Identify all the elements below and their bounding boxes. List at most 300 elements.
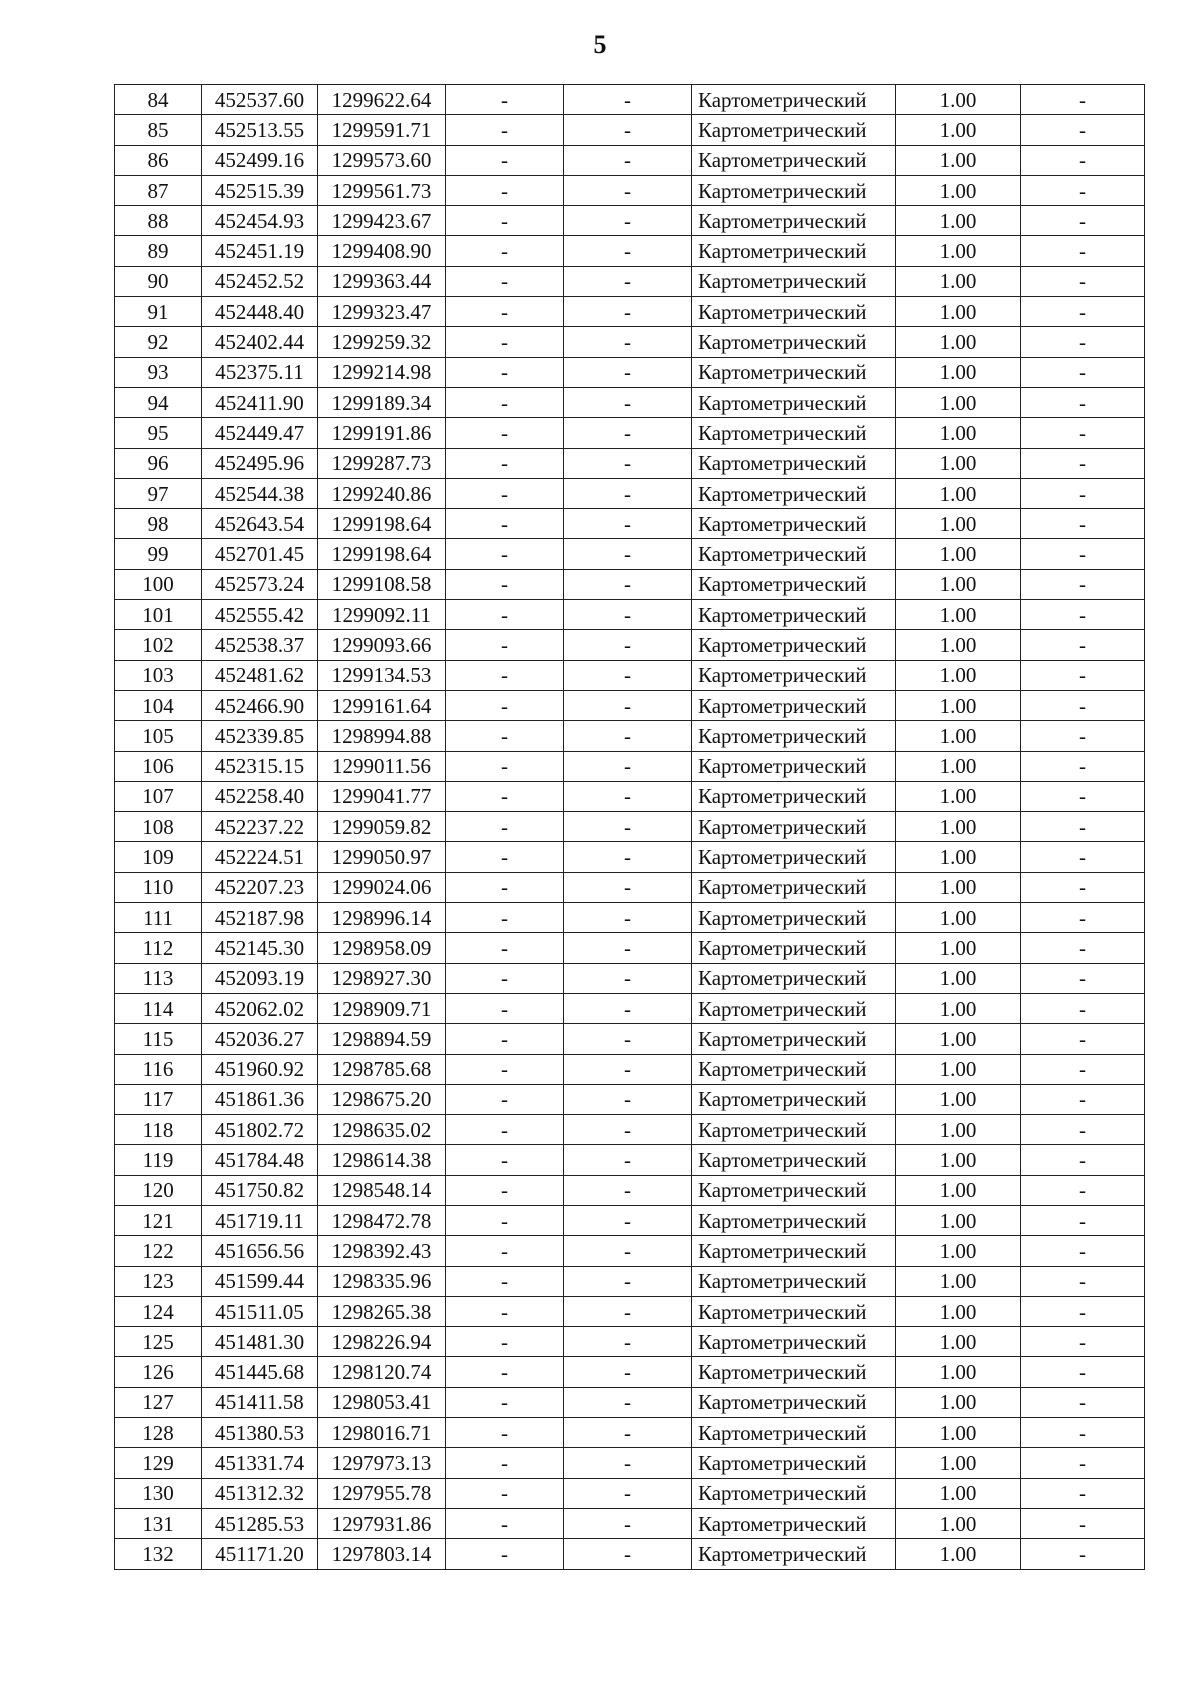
- method-cell: Картометрический: [692, 1296, 896, 1326]
- y-coordinate-cell: 1299161.64: [318, 690, 446, 720]
- empty-value-cell: -: [446, 1205, 564, 1235]
- accuracy-cell: 1.00: [896, 600, 1021, 630]
- x-coordinate-cell: 452481.62: [202, 660, 318, 690]
- empty-value-cell: -: [564, 357, 692, 387]
- point-number-cell: 92: [115, 327, 202, 357]
- method-cell: Картометрический: [692, 327, 896, 357]
- accuracy-cell: 1.00: [896, 993, 1021, 1023]
- table-row: [115, 1115, 1145, 1145]
- empty-value-cell: -: [446, 509, 564, 539]
- point-number-cell: 91: [115, 297, 202, 327]
- accuracy-cell: 1.00: [896, 1296, 1021, 1326]
- empty-value-cell: -: [446, 236, 564, 266]
- y-coordinate-cell: 1299561.73: [318, 175, 446, 205]
- table-row: [115, 1296, 1145, 1326]
- accuracy-cell: 1.00: [896, 1508, 1021, 1538]
- empty-value-cell: -: [564, 751, 692, 781]
- empty-value-cell: -: [1021, 327, 1145, 357]
- y-coordinate-cell: 1298635.02: [318, 1115, 446, 1145]
- empty-value-cell: -: [1021, 115, 1145, 145]
- point-number-cell: 126: [115, 1357, 202, 1387]
- table-row: [115, 1448, 1145, 1478]
- empty-value-cell: -: [446, 600, 564, 630]
- y-coordinate-cell: 1299287.73: [318, 448, 446, 478]
- coordinates-table: [114, 84, 1145, 1570]
- empty-value-cell: -: [446, 751, 564, 781]
- empty-value-cell: -: [1021, 266, 1145, 296]
- y-coordinate-cell: 1299622.64: [318, 85, 446, 115]
- method-cell: Картометрический: [692, 206, 896, 236]
- accuracy-cell: 1.00: [896, 418, 1021, 448]
- empty-value-cell: -: [446, 1024, 564, 1054]
- method-cell: Картометрический: [692, 1266, 896, 1296]
- x-coordinate-cell: 452454.93: [202, 206, 318, 236]
- accuracy-cell: 1.00: [896, 387, 1021, 417]
- x-coordinate-cell: 452449.47: [202, 418, 318, 448]
- accuracy-cell: 1.00: [896, 297, 1021, 327]
- empty-value-cell: -: [564, 206, 692, 236]
- accuracy-cell: 1.00: [896, 175, 1021, 205]
- accuracy-cell: 1.00: [896, 1115, 1021, 1145]
- accuracy-cell: 1.00: [896, 1175, 1021, 1205]
- method-cell: Картометрический: [692, 963, 896, 993]
- point-number-cell: 93: [115, 357, 202, 387]
- y-coordinate-cell: 1299423.67: [318, 206, 446, 236]
- point-number-cell: 118: [115, 1115, 202, 1145]
- method-cell: Картометрический: [692, 569, 896, 599]
- table-row: [115, 297, 1145, 327]
- table-row: [115, 539, 1145, 569]
- y-coordinate-cell: 1298392.43: [318, 1236, 446, 1266]
- empty-value-cell: -: [446, 1296, 564, 1326]
- accuracy-cell: 1.00: [896, 1205, 1021, 1235]
- accuracy-cell: 1.00: [896, 206, 1021, 236]
- method-cell: Картометрический: [692, 1145, 896, 1175]
- y-coordinate-cell: 1299041.77: [318, 781, 446, 811]
- empty-value-cell: -: [446, 872, 564, 902]
- y-coordinate-cell: 1299214.98: [318, 357, 446, 387]
- empty-value-cell: -: [564, 842, 692, 872]
- method-cell: Картометрический: [692, 993, 896, 1023]
- empty-value-cell: -: [564, 1448, 692, 1478]
- point-number-cell: 99: [115, 539, 202, 569]
- method-cell: Картометрический: [692, 903, 896, 933]
- method-cell: Картометрический: [692, 1448, 896, 1478]
- method-cell: Картометрический: [692, 1024, 896, 1054]
- y-coordinate-cell: 1299011.56: [318, 751, 446, 781]
- method-cell: Картометрический: [692, 387, 896, 417]
- accuracy-cell: 1.00: [896, 1054, 1021, 1084]
- x-coordinate-cell: 451331.74: [202, 1448, 318, 1478]
- empty-value-cell: -: [446, 266, 564, 296]
- empty-value-cell: -: [1021, 993, 1145, 1023]
- accuracy-cell: 1.00: [896, 751, 1021, 781]
- point-number-cell: 94: [115, 387, 202, 417]
- accuracy-cell: 1.00: [896, 1084, 1021, 1114]
- coordinates-table-body: [115, 85, 1145, 1570]
- empty-value-cell: -: [446, 357, 564, 387]
- table-row: [115, 1084, 1145, 1114]
- empty-value-cell: -: [1021, 1296, 1145, 1326]
- method-cell: Картометрический: [692, 1175, 896, 1205]
- empty-value-cell: -: [1021, 872, 1145, 902]
- empty-value-cell: -: [1021, 569, 1145, 599]
- empty-value-cell: -: [564, 327, 692, 357]
- table-row: [115, 478, 1145, 508]
- empty-value-cell: -: [1021, 812, 1145, 842]
- y-coordinate-cell: 1299050.97: [318, 842, 446, 872]
- empty-value-cell: -: [1021, 1448, 1145, 1478]
- x-coordinate-cell: 451656.56: [202, 1236, 318, 1266]
- y-coordinate-cell: 1299408.90: [318, 236, 446, 266]
- method-cell: Картометрический: [692, 297, 896, 327]
- method-cell: Картометрический: [692, 357, 896, 387]
- method-cell: Картометрический: [692, 85, 896, 115]
- x-coordinate-cell: 452555.42: [202, 600, 318, 630]
- empty-value-cell: -: [1021, 1418, 1145, 1448]
- accuracy-cell: 1.00: [896, 1539, 1021, 1569]
- empty-value-cell: -: [564, 721, 692, 751]
- method-cell: Картометрический: [692, 418, 896, 448]
- table-row: [115, 690, 1145, 720]
- empty-value-cell: -: [1021, 1236, 1145, 1266]
- method-cell: Картометрический: [692, 1115, 896, 1145]
- x-coordinate-cell: 451380.53: [202, 1418, 318, 1448]
- point-number-cell: 103: [115, 660, 202, 690]
- method-cell: Картометрический: [692, 1327, 896, 1357]
- empty-value-cell: -: [446, 569, 564, 599]
- table-row: [115, 1539, 1145, 1569]
- empty-value-cell: -: [1021, 1115, 1145, 1145]
- method-cell: Картометрический: [692, 1418, 896, 1448]
- x-coordinate-cell: 452448.40: [202, 297, 318, 327]
- empty-value-cell: -: [1021, 509, 1145, 539]
- empty-value-cell: -: [564, 1508, 692, 1538]
- x-coordinate-cell: 452237.22: [202, 812, 318, 842]
- accuracy-cell: 1.00: [896, 509, 1021, 539]
- y-coordinate-cell: 1299198.64: [318, 509, 446, 539]
- empty-value-cell: -: [564, 1296, 692, 1326]
- x-coordinate-cell: 452339.85: [202, 721, 318, 751]
- accuracy-cell: 1.00: [896, 630, 1021, 660]
- empty-value-cell: -: [446, 115, 564, 145]
- empty-value-cell: -: [564, 297, 692, 327]
- x-coordinate-cell: 451599.44: [202, 1266, 318, 1296]
- empty-value-cell: -: [446, 206, 564, 236]
- x-coordinate-cell: 452402.44: [202, 327, 318, 357]
- empty-value-cell: -: [446, 1145, 564, 1175]
- point-number-cell: 97: [115, 478, 202, 508]
- method-cell: Картометрический: [692, 1539, 896, 1569]
- x-coordinate-cell: 452544.38: [202, 478, 318, 508]
- accuracy-cell: 1.00: [896, 236, 1021, 266]
- y-coordinate-cell: 1299198.64: [318, 539, 446, 569]
- point-number-cell: 116: [115, 1054, 202, 1084]
- empty-value-cell: -: [564, 85, 692, 115]
- method-cell: Картометрический: [692, 690, 896, 720]
- y-coordinate-cell: 1298996.14: [318, 903, 446, 933]
- y-coordinate-cell: 1299189.34: [318, 387, 446, 417]
- empty-value-cell: -: [1021, 903, 1145, 933]
- empty-value-cell: -: [564, 933, 692, 963]
- y-coordinate-cell: 1298226.94: [318, 1327, 446, 1357]
- y-coordinate-cell: 1297955.78: [318, 1478, 446, 1508]
- accuracy-cell: 1.00: [896, 1448, 1021, 1478]
- point-number-cell: 122: [115, 1236, 202, 1266]
- point-number-cell: 123: [115, 1266, 202, 1296]
- y-coordinate-cell: 1298785.68: [318, 1054, 446, 1084]
- table-row: [115, 115, 1145, 145]
- empty-value-cell: -: [1021, 1327, 1145, 1357]
- empty-value-cell: -: [564, 1327, 692, 1357]
- point-number-cell: 98: [115, 509, 202, 539]
- accuracy-cell: 1.00: [896, 812, 1021, 842]
- accuracy-cell: 1.00: [896, 842, 1021, 872]
- method-cell: Картометрический: [692, 539, 896, 569]
- point-number-cell: 119: [115, 1145, 202, 1175]
- accuracy-cell: 1.00: [896, 1478, 1021, 1508]
- table-row: [115, 175, 1145, 205]
- empty-value-cell: -: [564, 600, 692, 630]
- empty-value-cell: -: [446, 993, 564, 1023]
- empty-value-cell: -: [564, 660, 692, 690]
- empty-value-cell: -: [564, 478, 692, 508]
- accuracy-cell: 1.00: [896, 85, 1021, 115]
- empty-value-cell: -: [564, 1357, 692, 1387]
- point-number-cell: 114: [115, 993, 202, 1023]
- table-row: [115, 448, 1145, 478]
- x-coordinate-cell: 452499.16: [202, 145, 318, 175]
- accuracy-cell: 1.00: [896, 145, 1021, 175]
- empty-value-cell: -: [446, 1327, 564, 1357]
- x-coordinate-cell: 452515.39: [202, 175, 318, 205]
- table-row: [115, 266, 1145, 296]
- y-coordinate-cell: 1299591.71: [318, 115, 446, 145]
- point-number-cell: 130: [115, 1478, 202, 1508]
- y-coordinate-cell: 1298265.38: [318, 1296, 446, 1326]
- method-cell: Картометрический: [692, 842, 896, 872]
- table-row: [115, 1145, 1145, 1175]
- accuracy-cell: 1.00: [896, 478, 1021, 508]
- point-number-cell: 112: [115, 933, 202, 963]
- y-coordinate-cell: 1299240.86: [318, 478, 446, 508]
- x-coordinate-cell: 452701.45: [202, 539, 318, 569]
- empty-value-cell: -: [446, 933, 564, 963]
- empty-value-cell: -: [1021, 751, 1145, 781]
- accuracy-cell: 1.00: [896, 357, 1021, 387]
- method-cell: Картометрический: [692, 600, 896, 630]
- empty-value-cell: -: [446, 1084, 564, 1114]
- empty-value-cell: -: [446, 418, 564, 448]
- empty-value-cell: -: [1021, 1478, 1145, 1508]
- empty-value-cell: -: [564, 1236, 692, 1266]
- empty-value-cell: -: [564, 569, 692, 599]
- empty-value-cell: -: [1021, 1357, 1145, 1387]
- accuracy-cell: 1.00: [896, 266, 1021, 296]
- point-number-cell: 87: [115, 175, 202, 205]
- accuracy-cell: 1.00: [896, 872, 1021, 902]
- accuracy-cell: 1.00: [896, 690, 1021, 720]
- point-number-cell: 104: [115, 690, 202, 720]
- empty-value-cell: -: [446, 1357, 564, 1387]
- x-coordinate-cell: 452258.40: [202, 781, 318, 811]
- point-number-cell: 132: [115, 1539, 202, 1569]
- method-cell: Картометрический: [692, 1478, 896, 1508]
- empty-value-cell: -: [446, 1175, 564, 1205]
- empty-value-cell: -: [564, 903, 692, 933]
- method-cell: Картометрический: [692, 781, 896, 811]
- table-row: [115, 357, 1145, 387]
- point-number-cell: 109: [115, 842, 202, 872]
- accuracy-cell: 1.00: [896, 1236, 1021, 1266]
- empty-value-cell: -: [446, 812, 564, 842]
- table-row: [115, 509, 1145, 539]
- empty-value-cell: -: [446, 145, 564, 175]
- empty-value-cell: -: [564, 993, 692, 1023]
- accuracy-cell: 1.00: [896, 1418, 1021, 1448]
- empty-value-cell: -: [564, 690, 692, 720]
- table-row: [115, 842, 1145, 872]
- point-number-cell: 107: [115, 781, 202, 811]
- accuracy-cell: 1.00: [896, 1327, 1021, 1357]
- empty-value-cell: -: [446, 690, 564, 720]
- method-cell: Картометрический: [692, 115, 896, 145]
- empty-value-cell: -: [564, 448, 692, 478]
- empty-value-cell: -: [564, 812, 692, 842]
- y-coordinate-cell: 1299059.82: [318, 812, 446, 842]
- empty-value-cell: -: [564, 1175, 692, 1205]
- accuracy-cell: 1.00: [896, 963, 1021, 993]
- table-row: [115, 933, 1145, 963]
- table-row: [115, 630, 1145, 660]
- empty-value-cell: -: [446, 1115, 564, 1145]
- x-coordinate-cell: 451784.48: [202, 1145, 318, 1175]
- empty-value-cell: -: [1021, 1539, 1145, 1569]
- x-coordinate-cell: 452375.11: [202, 357, 318, 387]
- x-coordinate-cell: 451511.05: [202, 1296, 318, 1326]
- empty-value-cell: -: [564, 1418, 692, 1448]
- y-coordinate-cell: 1298016.71: [318, 1418, 446, 1448]
- point-number-cell: 131: [115, 1508, 202, 1538]
- empty-value-cell: -: [446, 448, 564, 478]
- empty-value-cell: -: [1021, 933, 1145, 963]
- empty-value-cell: -: [564, 145, 692, 175]
- y-coordinate-cell: 1298120.74: [318, 1357, 446, 1387]
- empty-value-cell: -: [446, 660, 564, 690]
- y-coordinate-cell: 1297803.14: [318, 1539, 446, 1569]
- x-coordinate-cell: 452224.51: [202, 842, 318, 872]
- table-row: [115, 1478, 1145, 1508]
- accuracy-cell: 1.00: [896, 903, 1021, 933]
- empty-value-cell: -: [446, 539, 564, 569]
- point-number-cell: 125: [115, 1327, 202, 1357]
- empty-value-cell: -: [446, 1508, 564, 1538]
- y-coordinate-cell: 1298053.41: [318, 1387, 446, 1417]
- point-number-cell: 124: [115, 1296, 202, 1326]
- empty-value-cell: -: [564, 387, 692, 417]
- table-row: [115, 327, 1145, 357]
- method-cell: Картометрический: [692, 751, 896, 781]
- x-coordinate-cell: 451960.92: [202, 1054, 318, 1084]
- point-number-cell: 128: [115, 1418, 202, 1448]
- empty-value-cell: -: [446, 1236, 564, 1266]
- x-coordinate-cell: 452451.19: [202, 236, 318, 266]
- x-coordinate-cell: 452495.96: [202, 448, 318, 478]
- empty-value-cell: -: [446, 297, 564, 327]
- method-cell: Картометрический: [692, 630, 896, 660]
- empty-value-cell: -: [564, 1205, 692, 1235]
- y-coordinate-cell: 1298675.20: [318, 1084, 446, 1114]
- method-cell: Картометрический: [692, 1084, 896, 1114]
- empty-value-cell: -: [1021, 1145, 1145, 1175]
- x-coordinate-cell: 451802.72: [202, 1115, 318, 1145]
- empty-value-cell: -: [564, 1478, 692, 1508]
- x-coordinate-cell: 452411.90: [202, 387, 318, 417]
- table-row: [115, 1236, 1145, 1266]
- table-row: [115, 206, 1145, 236]
- empty-value-cell: -: [1021, 690, 1145, 720]
- table-row: [115, 751, 1145, 781]
- empty-value-cell: -: [446, 1387, 564, 1417]
- y-coordinate-cell: 1299092.11: [318, 600, 446, 630]
- accuracy-cell: 1.00: [896, 660, 1021, 690]
- point-number-cell: 96: [115, 448, 202, 478]
- point-number-cell: 90: [115, 266, 202, 296]
- y-coordinate-cell: 1298472.78: [318, 1205, 446, 1235]
- empty-value-cell: -: [446, 630, 564, 660]
- method-cell: Картометрический: [692, 1205, 896, 1235]
- table-row: [115, 1508, 1145, 1538]
- empty-value-cell: -: [1021, 418, 1145, 448]
- table-row: [115, 236, 1145, 266]
- accuracy-cell: 1.00: [896, 539, 1021, 569]
- point-number-cell: 89: [115, 236, 202, 266]
- method-cell: Картометрический: [692, 236, 896, 266]
- x-coordinate-cell: 452538.37: [202, 630, 318, 660]
- empty-value-cell: -: [564, 963, 692, 993]
- table-row: [115, 1357, 1145, 1387]
- y-coordinate-cell: 1298614.38: [318, 1145, 446, 1175]
- point-number-cell: 85: [115, 115, 202, 145]
- table-row: [115, 781, 1145, 811]
- x-coordinate-cell: 451861.36: [202, 1084, 318, 1114]
- empty-value-cell: -: [564, 1266, 692, 1296]
- accuracy-cell: 1.00: [896, 933, 1021, 963]
- empty-value-cell: -: [564, 1115, 692, 1145]
- empty-value-cell: -: [1021, 781, 1145, 811]
- x-coordinate-cell: 452315.15: [202, 751, 318, 781]
- point-number-cell: 105: [115, 721, 202, 751]
- table-row: [115, 721, 1145, 751]
- empty-value-cell: -: [1021, 448, 1145, 478]
- empty-value-cell: -: [1021, 206, 1145, 236]
- method-cell: Картометрический: [692, 721, 896, 751]
- empty-value-cell: -: [446, 387, 564, 417]
- y-coordinate-cell: 1298894.59: [318, 1024, 446, 1054]
- empty-value-cell: -: [564, 539, 692, 569]
- empty-value-cell: -: [564, 266, 692, 296]
- point-number-cell: 88: [115, 206, 202, 236]
- y-coordinate-cell: 1299191.86: [318, 418, 446, 448]
- table-row: [115, 1175, 1145, 1205]
- table-row: [115, 903, 1145, 933]
- empty-value-cell: -: [564, 236, 692, 266]
- accuracy-cell: 1.00: [896, 721, 1021, 751]
- point-number-cell: 120: [115, 1175, 202, 1205]
- table-row: [115, 418, 1145, 448]
- empty-value-cell: -: [1021, 145, 1145, 175]
- x-coordinate-cell: 452466.90: [202, 690, 318, 720]
